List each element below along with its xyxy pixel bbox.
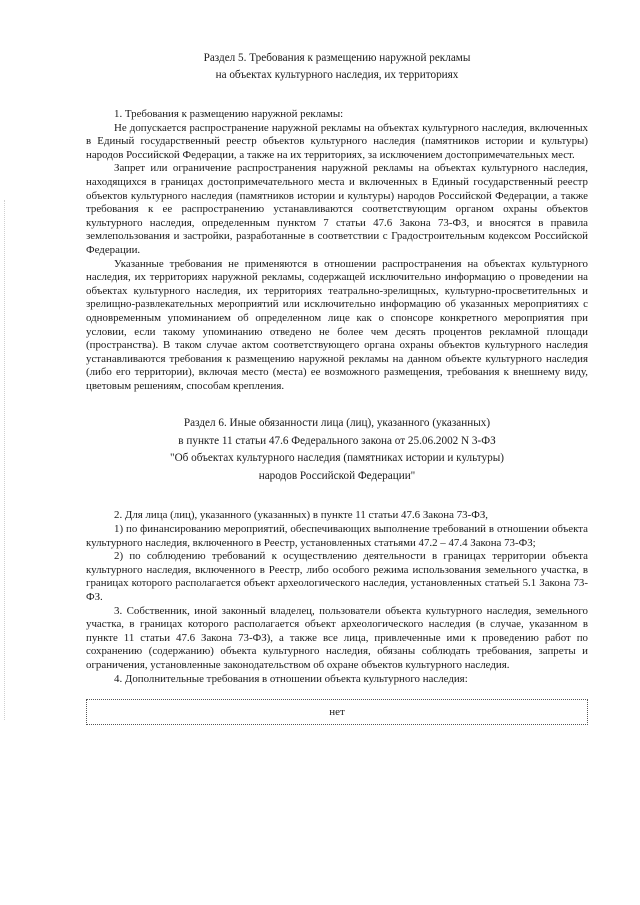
- section-6-title-line-4: народов Российской Федерации": [258, 469, 416, 482]
- section-5-heading: [86, 50, 588, 84]
- section-5-paragraph-4: Указанные требования не применяются в отношении распространения на объектах культурного наследия, их территориях наружной рекламы, содержащей исключительно информацию о проведении на объектах культурного наследия, их территориях театрально-зрелищных, культурно-просветительных и зрелищно-развлекательных мероприятий или исключительно информацию об указанных мероприятиях с одновременным упоминанием об определенном лице как о спонсоре конкретного мероприятия при условии, если такому упоминанию отведено не более чем десять процентов рекламной площади (пространства). В таком случае актом соответствующего органа охраны объектов культурного наследия устанавливаются требования к размещению наружной рекламы на данном объекте культурного наследия (либо его территории), включая место (места) ее возможного размещения, требования к внешнему виду, цветовым решениям, способам крепления.: [86, 257, 588, 392]
- additional-requirements-value: нет: [329, 706, 345, 719]
- section-5-body: [86, 108, 588, 393]
- section-5-paragraph-1: 1. Требования к размещению наружной рекламы:: [114, 108, 344, 120]
- section-6-heading: [86, 415, 588, 485]
- section-6-title-line-3: "Об объектах культурного наследия (памятниках истории и культуры): [170, 452, 504, 465]
- additional-requirements-box: [86, 699, 588, 725]
- section-6-title-line-1: Раздел 6. Иные обязанности лица (лиц), указанного (указанных): [183, 417, 491, 430]
- section-5-paragraph-3: Запрет или ограничение распространения наружной рекламы на объектах культурного наследия, находящихся в границах достопримечательного места и включенных в Единый государственный реестр объектов культурного наследия (памятников истории и культуры) народов Российской Федерации, а также требования к ее распространению устанавливаются соответствующим органом охраны объектов культурного наследия, определенным пунктом 7 статьи 47.6 Закона 73-ФЗ, и вносятся в правила землепользования и застройки, разработанные в соответствии с Градостроительным кодексом Российской Федерации.: [86, 162, 588, 256]
- section-6-paragraph-2: 1) по финансированию мероприятий, обеспечивающих выполнение требований в отношении объекта культурного наследия, включенного в Реестр, установленных статьями 47.2 – 47.4 Закона 73-ФЗ;: [86, 523, 588, 549]
- section-6-paragraph-5: 4. Дополнительные требования в отношении объекта культурного наследия:: [114, 672, 468, 685]
- section-6-body: [86, 509, 588, 686]
- section-6-title-line-2: в пункте 11 статьи 47.6 Федерального закона от 25.06.2002 N 3-ФЗ: [178, 434, 496, 447]
- section-5-title-line-2: на объектах культурного наследия, их территориях: [215, 69, 459, 81]
- scan-margin-artifact: [4, 200, 7, 720]
- section-5-title-line-1: Раздел 5. Требования к размещению наружной рекламы: [203, 52, 471, 64]
- section-6-paragraph-4: 3. Собственник, иной законный владелец, пользователи объекта культурного наследия, земельного участка, в границах которого располагается объект археологического наследия (в случае, указанном в пункте 11 статьи 47.6 Закона 73-ФЗ), а также все лица, привлеченные ими к проведению работ по сохранению (содержанию) объекта культурного наследия, обязаны соблюдать требования, запреты и ограничения, установленные законодательством об охране объектов культурного наследия.: [86, 604, 588, 671]
- section-6-paragraph-1: 2. Для лица (лиц), указанного (указанных) в пункте 11 статьи 47.6 Закона 73-ФЗ,: [114, 509, 488, 522]
- section-5-paragraph-2: Не допускается распространение наружной рекламы на объектах культурного наследия, включенных в Единый государственный реестр объектов культурного наследия (памятников истории и культуры) народов Российской Федерации, а также на их территориях, за исключением достопримечательных мест.: [86, 121, 588, 161]
- section-6-paragraph-3: 2) по соблюдению требований к осуществлению деятельности в границах территории объекта культурного наследия, включенного в Реестр, либо особого режима использования земельного участка, в границах которого располагается объект археологического наследия, установленных статьей 5.1 Закона 73-ФЗ.: [86, 550, 588, 604]
